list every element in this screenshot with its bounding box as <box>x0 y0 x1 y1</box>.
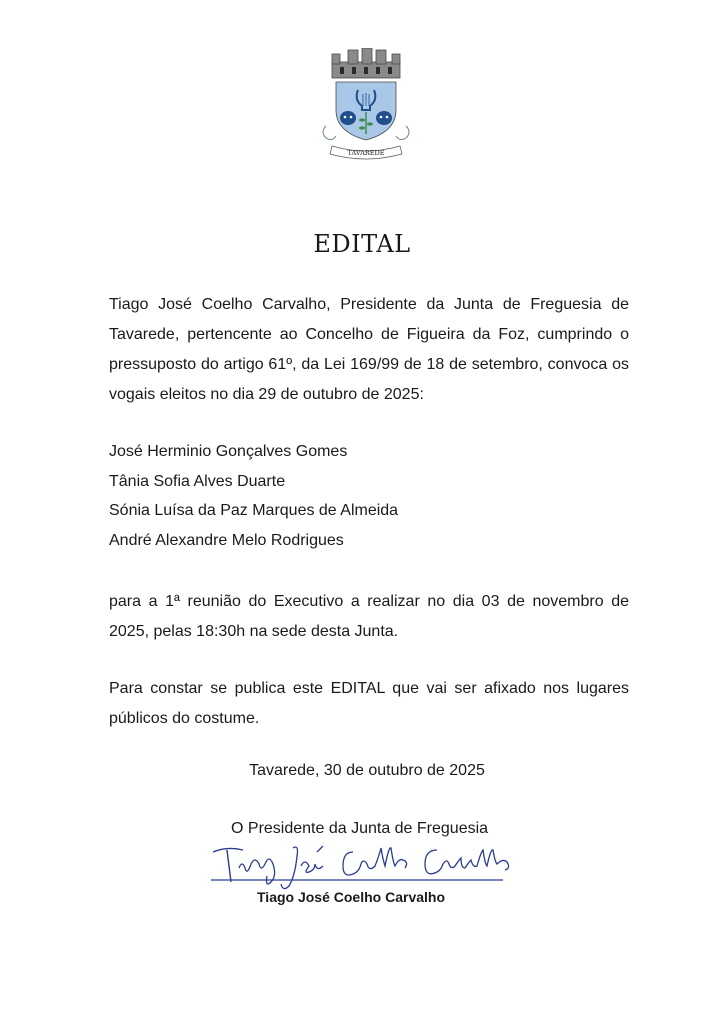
publication-paragraph: Para constar se publica este EDITAL que vai ser afixado nos lugares públicos do costume. <box>109 680 629 727</box>
signatory-role: O Presidente da Junta de Freguesia <box>231 820 489 837</box>
handwritten-signature <box>205 838 510 894</box>
list-item: Sónia Luísa da Paz Marques de Almeida <box>109 502 399 519</box>
place-date: Tavarede, 30 de outubro de 2025 <box>249 762 485 779</box>
list-item: Tânia Sofia Alves Duarte <box>109 472 286 490</box>
crest-motto: TAVAREDE <box>347 149 385 157</box>
municipal-crest-icon <box>318 48 414 164</box>
intro-paragraph: Tiago José Coelho Carvalho, Presidente da Junta de Freguesia de Tavarede, pertencente ao Concelho de Figueira da Foz, cumprindo o pressuposto do artigo 61º, da Lei 169/99 de 18 de setembro, convoca os vogais eleitos no dia 29 de outubro de 2025: <box>109 296 629 403</box>
meeting-paragraph: para a 1ª reunião do Executivo a realizar no dia 03 de novembro de 2025, pelas 18:30h na sede desta Junta. <box>109 593 629 640</box>
page-title: EDITAL <box>313 230 411 258</box>
signatory-name: Tiago José Coelho Carvalho <box>257 889 446 905</box>
list-item: José Herminio Gonçalves Gomes <box>109 443 348 460</box>
convocados-list <box>109 437 398 555</box>
list-item: André Alexandre Melo Rodrigues <box>109 531 344 549</box>
